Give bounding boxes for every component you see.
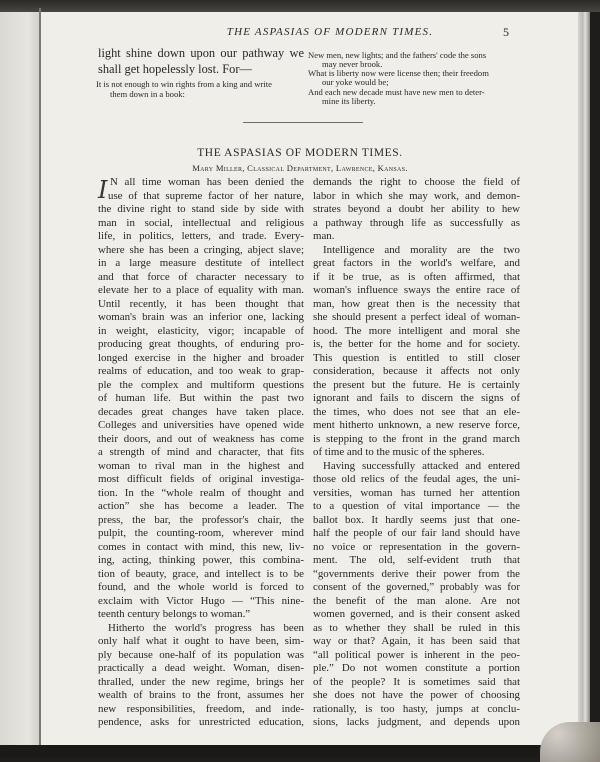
text-line: realms of education, and too weak to grap- [98, 365, 304, 377]
text-line: the benefit of the man alone. Are not [313, 594, 520, 607]
text-line: way or that? Again, it has been said that [313, 635, 520, 647]
text-line: It is not enough to win rights from a king and write [96, 79, 272, 89]
text-line: And each new decade must have new men to deter- [308, 87, 485, 97]
text-line: ignorant and fails to discern the signs of [313, 392, 520, 404]
text-line: in weight, elasticity, vigor; incapable of [98, 324, 304, 337]
text-line: consent of the governed,” probably was for [313, 581, 520, 593]
text-line: New men, new lights; and the fathers' code the sons [308, 50, 487, 60]
running-head: THE ASPASIAS OF MODERN TIMES. [226, 26, 434, 38]
text-line: This question is entitled to still closer [313, 351, 520, 364]
text-line: mine its liberty. [322, 96, 376, 106]
text-line: life, in politics, letters, and trade. Every- [98, 230, 304, 242]
binding-gutter [39, 8, 41, 753]
text-line: found, and the whole world is forced to [98, 581, 304, 593]
text-line: Until recently, it has been thought that [98, 297, 304, 310]
text-line: the times, who does not see that an ele- [313, 405, 520, 418]
text-line: producing great thoughts, of enduring pro- [98, 338, 304, 350]
text-line: decades great changes have taken place. [98, 405, 304, 418]
text-line: man. [313, 230, 335, 242]
text-line: rationally, is too hasty, jumps at conclu- [313, 702, 520, 715]
scan-border-top [0, 0, 600, 12]
text-line: longed exercise in the higher and broader [98, 351, 304, 364]
text-line: as to whether they shall be ruled in this [313, 621, 520, 634]
page-number: 5 [503, 25, 509, 39]
section-divider [243, 122, 363, 123]
facing-page-edge [0, 8, 40, 753]
text-line: she does not have the power of choosing [313, 689, 520, 701]
text-line: teenth century belongs to woman.” [98, 608, 251, 620]
article-byline: Mary Miller, Classical Department, Lawrence, Kansas. [192, 163, 408, 173]
text-line: may never brook. [322, 59, 383, 69]
text-line: them down in a book: [110, 89, 185, 99]
text-line: ing, acting, thinking power, this combina- [98, 554, 304, 566]
text-line: pendence, asks for unrestricted education, [98, 716, 304, 728]
text-line: comes in contact with mind, this new, liv- [98, 540, 304, 553]
text-line: woman's influence sways the entire race of [313, 284, 520, 296]
text-line: strates beyond a doubt her ability to hew [313, 203, 520, 215]
text-line: is stepping to the front in the grand march [313, 432, 520, 445]
text-line: ballot box. It hardly seems just that one- [313, 513, 520, 526]
text-line: those old relics of the feudal ages, the uni- [313, 473, 520, 485]
article-title: THE ASPASIAS OF MODERN TIMES. [197, 147, 403, 159]
text-line: ment hitherto unknown, a new reserve force, [313, 419, 520, 431]
text-line: pulpit, the counting-room, wherever mind [98, 527, 304, 539]
text-line: wealth of brains to the front, assumes her [98, 689, 304, 701]
text-line: What is liberty now were license then; their freedom [308, 68, 489, 78]
text-line: consideration, because it affects not only [313, 365, 520, 377]
text-line: the divine right to stand side by side with [98, 203, 304, 215]
text-line: light shine down upon our pathway we [98, 46, 304, 60]
text-line: if it be true, as is often affirmed, that [313, 270, 520, 283]
text-line: great factors in the world's welfare, and [313, 257, 520, 269]
text-line: Hitherto the world's progress has been [108, 621, 304, 634]
text-line: versities, woman has turned her attention [313, 486, 520, 499]
text-line: press, the bar, the professor's chair, the [98, 513, 304, 526]
text-line: ment. The old, self-evident truth that [313, 554, 520, 566]
text-line: half the people of our fair land should have [313, 527, 520, 539]
text-line: in a large measure destitute of intellect [98, 257, 304, 269]
text-line: hood. The more intelligent and moral she [313, 324, 520, 337]
text-line: of human life. But within the past two [98, 392, 304, 404]
text-line: where she has been a cringing, abject slave; [98, 243, 304, 256]
text-line: of the people? It is sometimes said that [313, 675, 520, 688]
text-line: action” she has become a leader. The [98, 500, 304, 512]
scan-border-bottom [0, 745, 600, 757]
text-line: man in social, intellectual and religious [98, 216, 304, 229]
text-line: is, the better for the home and for society. [313, 338, 520, 350]
text-line: she should present a perfect ideal of woman- [313, 311, 520, 323]
text-line: women governed, and is their consent asked [313, 608, 520, 620]
text-line: shall get hopelessly lost. For— [98, 62, 252, 76]
text-line: no voice or representation in the govern- [313, 540, 520, 553]
text-line: tion of beauty, grace, and intellect is to be [98, 567, 304, 580]
text-line: exclaim with Victor Hugo — “This nine- [98, 594, 304, 607]
text-line: use of that supreme factor of her nature, [108, 189, 304, 202]
text-line: ple.” Do not women constitute a portion [313, 662, 520, 674]
text-line: “governments derive their power from the [313, 567, 520, 580]
text-line: thralled, under the new regime, brings her [98, 675, 304, 688]
text-line: of time and to the music of the spheres. [313, 446, 485, 458]
text-line: ply because one-half of its population was [98, 648, 304, 661]
text-line: practically a dead weight. Woman, disen- [98, 662, 304, 674]
text-line: Having successfully attacked and entered [323, 459, 520, 472]
text-line: N all time woman has been denied the [110, 176, 304, 188]
text-line: the present but the future. He is certainly [313, 378, 520, 391]
text-line: only half what it ought to have been, sim- [98, 635, 304, 647]
text-line: woman's brain was an inferior one, lacking [98, 311, 304, 323]
text-line: Intelligence and morality are the two [323, 243, 520, 256]
text-line: and that force of character necessary to [98, 270, 304, 283]
text-line: “all political power is inherent in the peo- [313, 648, 520, 661]
text-line: most difficult fields of original investiga- [98, 473, 304, 485]
text-line: elevate her to a place of equality with man. [98, 284, 304, 296]
text-line: woman to rival man in the highest and [98, 459, 304, 472]
text-line: demands the right to choose the field of [313, 176, 520, 188]
text-line: tion. In the “whole realm of thought and [98, 486, 304, 499]
text-line: ple the complex and multiform questions [98, 378, 304, 391]
text-line: their doors, and out of weakness has come [98, 432, 304, 445]
text-line: our yoke would be; [322, 77, 389, 87]
text-line: a strength of mind and character, that fits [98, 446, 304, 458]
text-line: man, how great then is the necessity that [313, 297, 520, 310]
text-line: labor in which she may work, and demon- [313, 189, 520, 202]
drop-cap: I [98, 176, 108, 204]
page-edge-right [578, 12, 590, 745]
text-line: sions, lacks judgment, and depends upon [313, 716, 520, 728]
text-line: new responsibilities, freedom, and inde- [98, 702, 304, 715]
text-line: Colleges and universities have opened wide [98, 419, 304, 431]
text-line: to a question of vital importance — the [313, 500, 520, 512]
text-line: a pathway through life as successfully as [313, 216, 520, 229]
